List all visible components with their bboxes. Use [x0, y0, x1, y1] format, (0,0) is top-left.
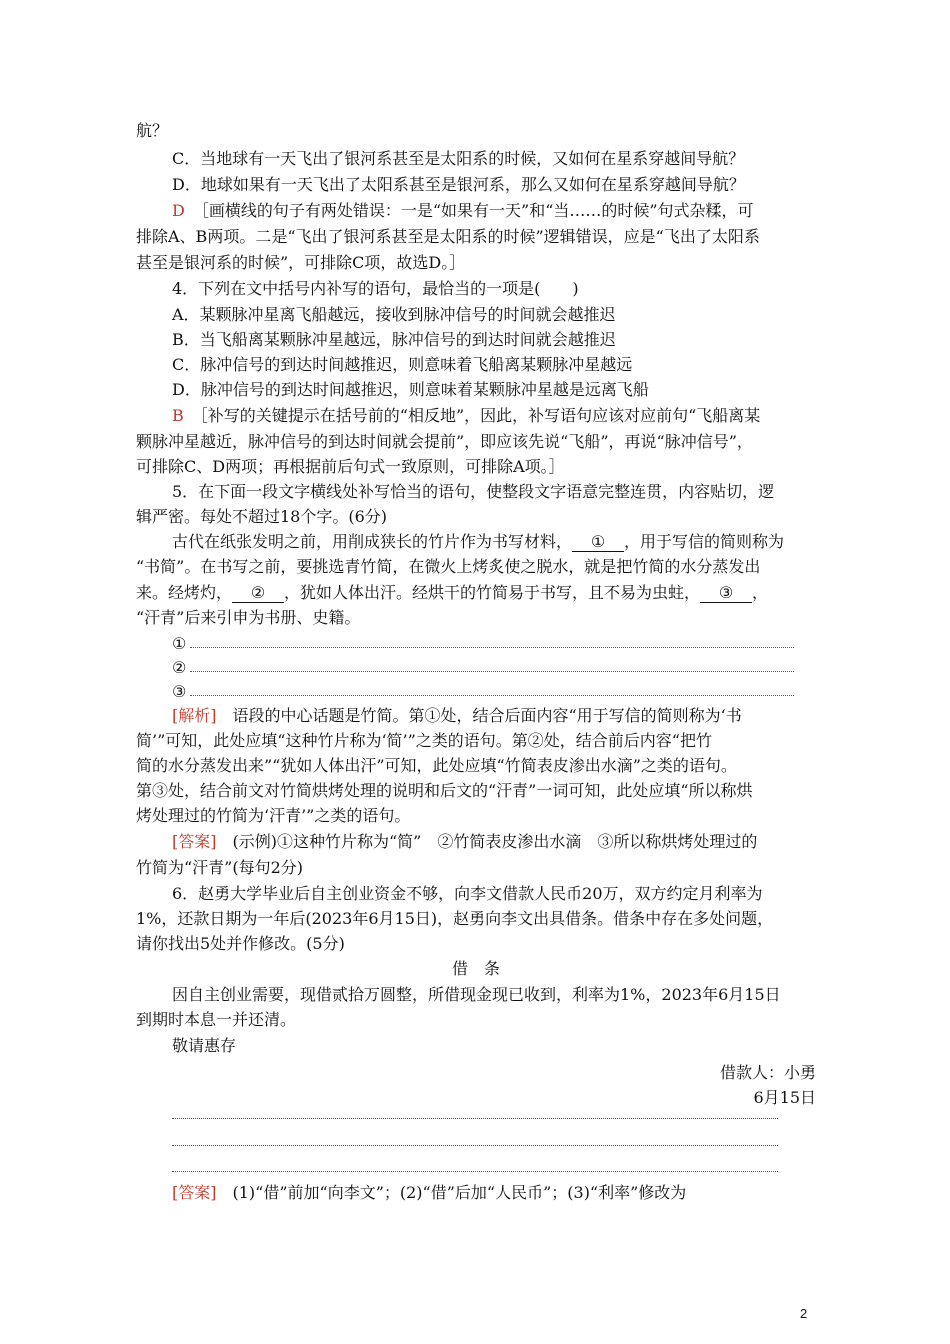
- q4-explanation-2: 颗脉冲星越近，脉冲信号的到达时间就会提前”，即应该先说“飞船”，再说“脉冲信号”，: [136, 432, 753, 451]
- q4-option-b: B．当飞船离某颗脉冲星越远，脉冲信号的到达时间就会越推迟: [172, 330, 616, 349]
- q3-explanation-2: 排除A、B两项。二是“飞出了银河系甚至是太阳系的时候”逻辑错误，应是“飞出了太阳系: [136, 227, 760, 246]
- blank-2: ②: [232, 584, 284, 603]
- q6-answer-1: [答案] (1)“借”前加“向李文”；(2)“借”后加“人民币”；(3)“利率”修改为: [172, 1183, 687, 1202]
- q5-stem-2: 辑严密。每处不超过18个字。(6分): [136, 507, 388, 526]
- q6-answer-line-1[interactable]: [172, 1118, 778, 1119]
- q3-option-d: D．地球如果有一天飞出了太阳系甚至是银河系，那么又如何在星系穿越间导航？: [172, 175, 745, 194]
- blank-1: ①: [572, 533, 624, 552]
- answer-tag: [答案]: [172, 832, 217, 851]
- answer-line-3[interactable]: [190, 695, 794, 696]
- answer-line-3-label: ③: [172, 682, 187, 701]
- q5-answer-2: 竹简为“汗青”(每句2分): [136, 858, 304, 877]
- iou-body-2: 到期时本息一并还清。: [136, 1010, 297, 1029]
- answer-line-1[interactable]: [190, 647, 794, 648]
- iou-body-1: 因自主创业需要，现借贰拾万圆整，所借现金现已收到，利率为1%，2023年6月15日: [172, 985, 781, 1004]
- q5-passage-1: 古代在纸张发明之前，用削成狭长的竹片作为书写材料， ① ，用于写信的简则称为: [172, 532, 785, 551]
- q5-analysis-5: 烤处理过的竹简为‘汗青’”之类的语句。: [136, 806, 411, 825]
- q5-analysis-4: 第③处，结合前文对竹简烘烤处理的说明和后文的“汗青”一词可知，此处应填“所以称烘: [136, 781, 753, 800]
- q4-explanation-3: 可排除C、D两项；再根据前后句式一致原则，可排除A项。］: [136, 457, 565, 476]
- iou-title: 借 条: [451, 959, 500, 978]
- answer-line-1-label: ①: [172, 634, 187, 653]
- q4-explanation-1: B ［补写的关键提示在括号前的“相反地”，因此，补写语句应该对应前句“飞船离某: [172, 406, 761, 425]
- q5-passage-2: “书简”。在书写之前，要挑选青竹简，在微火上烤炙使之脱水，就是把竹简的水分蒸发出: [136, 557, 761, 576]
- q4-answer-letter: B: [172, 406, 184, 425]
- q5-passage-3: 来。经烤灼， ② ，犹如人体出汗。经烘干的竹简易于书写，且不易为虫蛀， ③ ，: [136, 583, 769, 602]
- q4-stem: 4．下列在文中括号内补写的语句，最恰当的一项是( ): [172, 279, 579, 298]
- q3-answer-letter: D: [172, 201, 185, 220]
- answer-line-2-label: ②: [172, 658, 187, 677]
- iou-closing: 敬请惠存: [172, 1036, 237, 1055]
- q6-stem-2: 1%，还款日期为一年后(2023年6月15日)，赵勇向李文出具借条。借条中存在多处问题，: [136, 909, 774, 928]
- q6-stem-3: 请你找出5处并作修改。(5分): [136, 934, 345, 953]
- q5-analysis-2: 简’”可知，此处应填“这种竹片称为‘简’”之类的语句。第②处，结合前后内容“把竹: [136, 731, 712, 750]
- q5-analysis-3: 简的水分蒸发出来”“犹如人体出汗”可知，此处应填“竹简表皮渗出水滴”之类的语句。: [136, 756, 737, 775]
- analysis-tag: [解析]: [172, 706, 217, 725]
- q3-option-c: C．当地球有一天飞出了银河系甚至是太阳系的时候，又如何在星系穿越间导航？: [172, 149, 745, 168]
- q6-stem-1: 6．赵勇大学毕业后自主创业资金不够，向李文借款人民币20万，双方约定月利率为: [172, 884, 763, 903]
- answer-line-2[interactable]: [190, 671, 794, 672]
- q5-stem-1: 5．在下面一段文字横线处补写恰当的语句，使整段文字语意完整连贯，内容贴切，逻: [172, 482, 775, 501]
- q3-explanation-1: D ［画横线的句子有两处错误：一是“如果有一天”和“当……的时候”句式杂糅，可: [172, 201, 754, 220]
- q6-answer-line-2[interactable]: [172, 1145, 778, 1146]
- q5-analysis-1: [解析] 语段的中心话题是竹简。第①处，结合后面内容“用于写信的简则称为‘书: [172, 706, 742, 725]
- q4-option-d: D．脉冲信号的到达时间越推迟，则意味着某颗脉冲星越是远离飞船: [172, 380, 649, 399]
- q6-answer-tag: [答案]: [172, 1183, 217, 1202]
- q3-explanation-3: 甚至是银河系的时候”，可排除C项，故选D。］: [136, 253, 466, 272]
- iou-date: 6月15日: [753, 1088, 816, 1107]
- blank-3: ③: [700, 584, 752, 603]
- iou-borrower: 借款人：小勇: [719, 1063, 816, 1082]
- q5-answer-1: [答案] (示例)①这种竹片称为“简” ②竹简表皮渗出水滴 ③所以称烘烤处理过的: [172, 832, 758, 851]
- q6-answer-line-3[interactable]: [172, 1171, 778, 1172]
- q3-line-cont: 航？: [136, 121, 169, 140]
- q5-passage-4: “汗青”后来引申为书册、史籍。: [136, 608, 361, 627]
- page-number: 2: [800, 1306, 808, 1321]
- q4-option-a: A．某颗脉冲星离飞船越远，接收到脉冲信号的时间就会越推迟: [172, 305, 616, 324]
- q4-option-c: C．脉冲信号的到达时间越推迟，则意味着飞船离某颗脉冲星越远: [172, 355, 633, 374]
